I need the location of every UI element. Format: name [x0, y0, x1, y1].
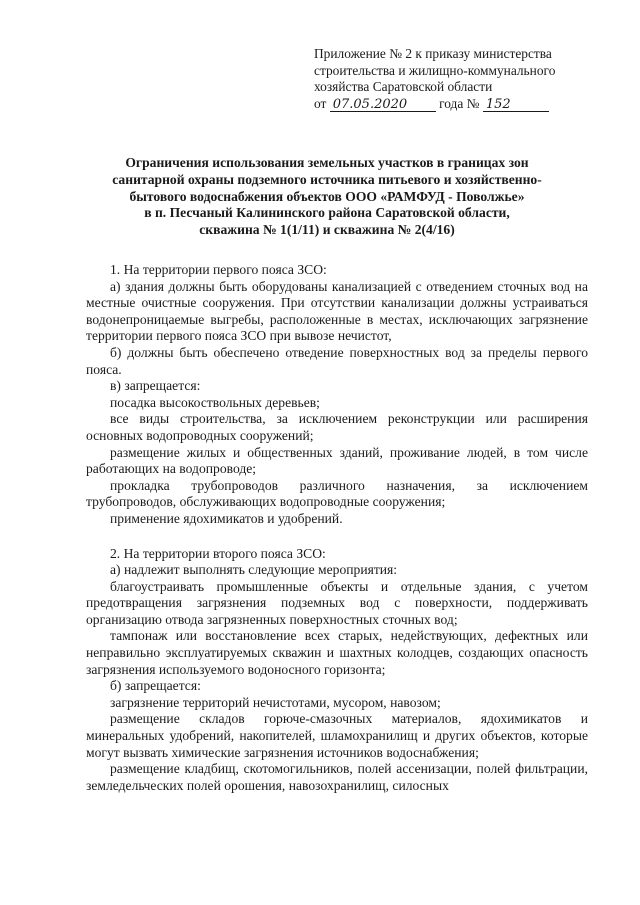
handwritten-number: 152: [483, 98, 549, 112]
appendix-line: строительства и жилищно-коммунального: [314, 62, 556, 78]
paragraph: благоустраивать промышленные объекты и отдельные здания, с учетом предотвращения загрязнения подземных вод с поверхности, поддерживать организацию отвода загрязненных поверхностных сточных вод;: [86, 578, 588, 627]
paragraph: посадка высокоствольных деревьев;: [110, 394, 320, 410]
paragraph: б) должны быть обеспечено отведение поверхностных вод за пределы первого пояса.: [86, 344, 588, 377]
appendix-header: [314, 46, 614, 112]
section2-heading: 2. На территории второго пояса ЗСО:: [110, 545, 326, 561]
title-line: скважина № 1(1/11) и скважина № 2(4/16): [199, 222, 455, 238]
title-line: в п. Песчаный Калининского района Саратовской области,: [144, 205, 510, 221]
year-label: года №: [439, 95, 480, 111]
paragraph: тампонаж или восстановление всех старых, недействующих, дефектных или неправильно эксплуатируемых скважин и шахтных колодцев, создающих опасность загрязнения используемого водоносного горизонта;: [86, 628, 588, 677]
title-line: санитарной охраны подземного источника питьевого и хозяйственно-: [112, 171, 542, 187]
paragraph: размещение кладбищ, скотомогильников, полей ассенизации, полей фильтрации, земледельческих полей орошения, навозохранилищ, силосных: [86, 761, 588, 793]
paragraph: прокладка трубопроводов различного назначения, за исключением трубопроводов, обслуживающих водопроводные сооружения;: [86, 477, 588, 510]
paragraph: размещение жилых и общественных зданий, проживание людей, в том числе работающих на водопроводе;: [86, 444, 588, 477]
paragraph: в) запрещается:: [110, 378, 201, 394]
appendix-line: хозяйства Саратовской области: [314, 79, 493, 94]
document-title: [92, 155, 562, 239]
paragraph: применение ядохимикатов и удобрений.: [110, 510, 343, 526]
paragraph: все виды строительства, за исключением реконструкции или расширения основных водопроводных сооружений;: [86, 411, 588, 443]
appendix-line: Приложение № 2 к приказу министерства: [314, 46, 552, 61]
title-line: Ограничения использования земельных участков в границах зон: [125, 155, 529, 170]
handwritten-date: 07.05.2020: [330, 98, 436, 112]
section1-heading: 1. На территории первого пояса ЗСО:: [110, 262, 327, 277]
ot-label: от: [314, 95, 327, 111]
title-line: бытового водоснабжения объектов ООО «РАМФУД - Поволжье»: [129, 188, 525, 204]
paragraph: а) надлежит выполнять следующие мероприятия:: [110, 562, 398, 578]
appendix-date-line: [314, 96, 614, 113]
paragraph: а) здания должны быть оборудованы канализацией с отведением сточных вод на местные очистные сооружения. При отсутствии канализации должны устраиваться водонепроницаемые выгребы, расположенные в местах, исключающих загрязнение территории первого пояса ЗСО при вывозе нечистот,: [86, 278, 588, 344]
document-body: [86, 262, 588, 794]
paragraph: б) запрещается:: [110, 678, 201, 694]
paragraph: размещение складов горюче-смазочных материалов, ядохимикатов и минеральных удобрений, накопителей, шламохранилищ и других объектов, которые могут вызвать химические загрязнения источников водоснабжения;: [86, 711, 588, 760]
section-gap: [86, 528, 588, 546]
paragraph: загрязнение территорий нечистотами, мусором, навозом;: [110, 694, 441, 710]
